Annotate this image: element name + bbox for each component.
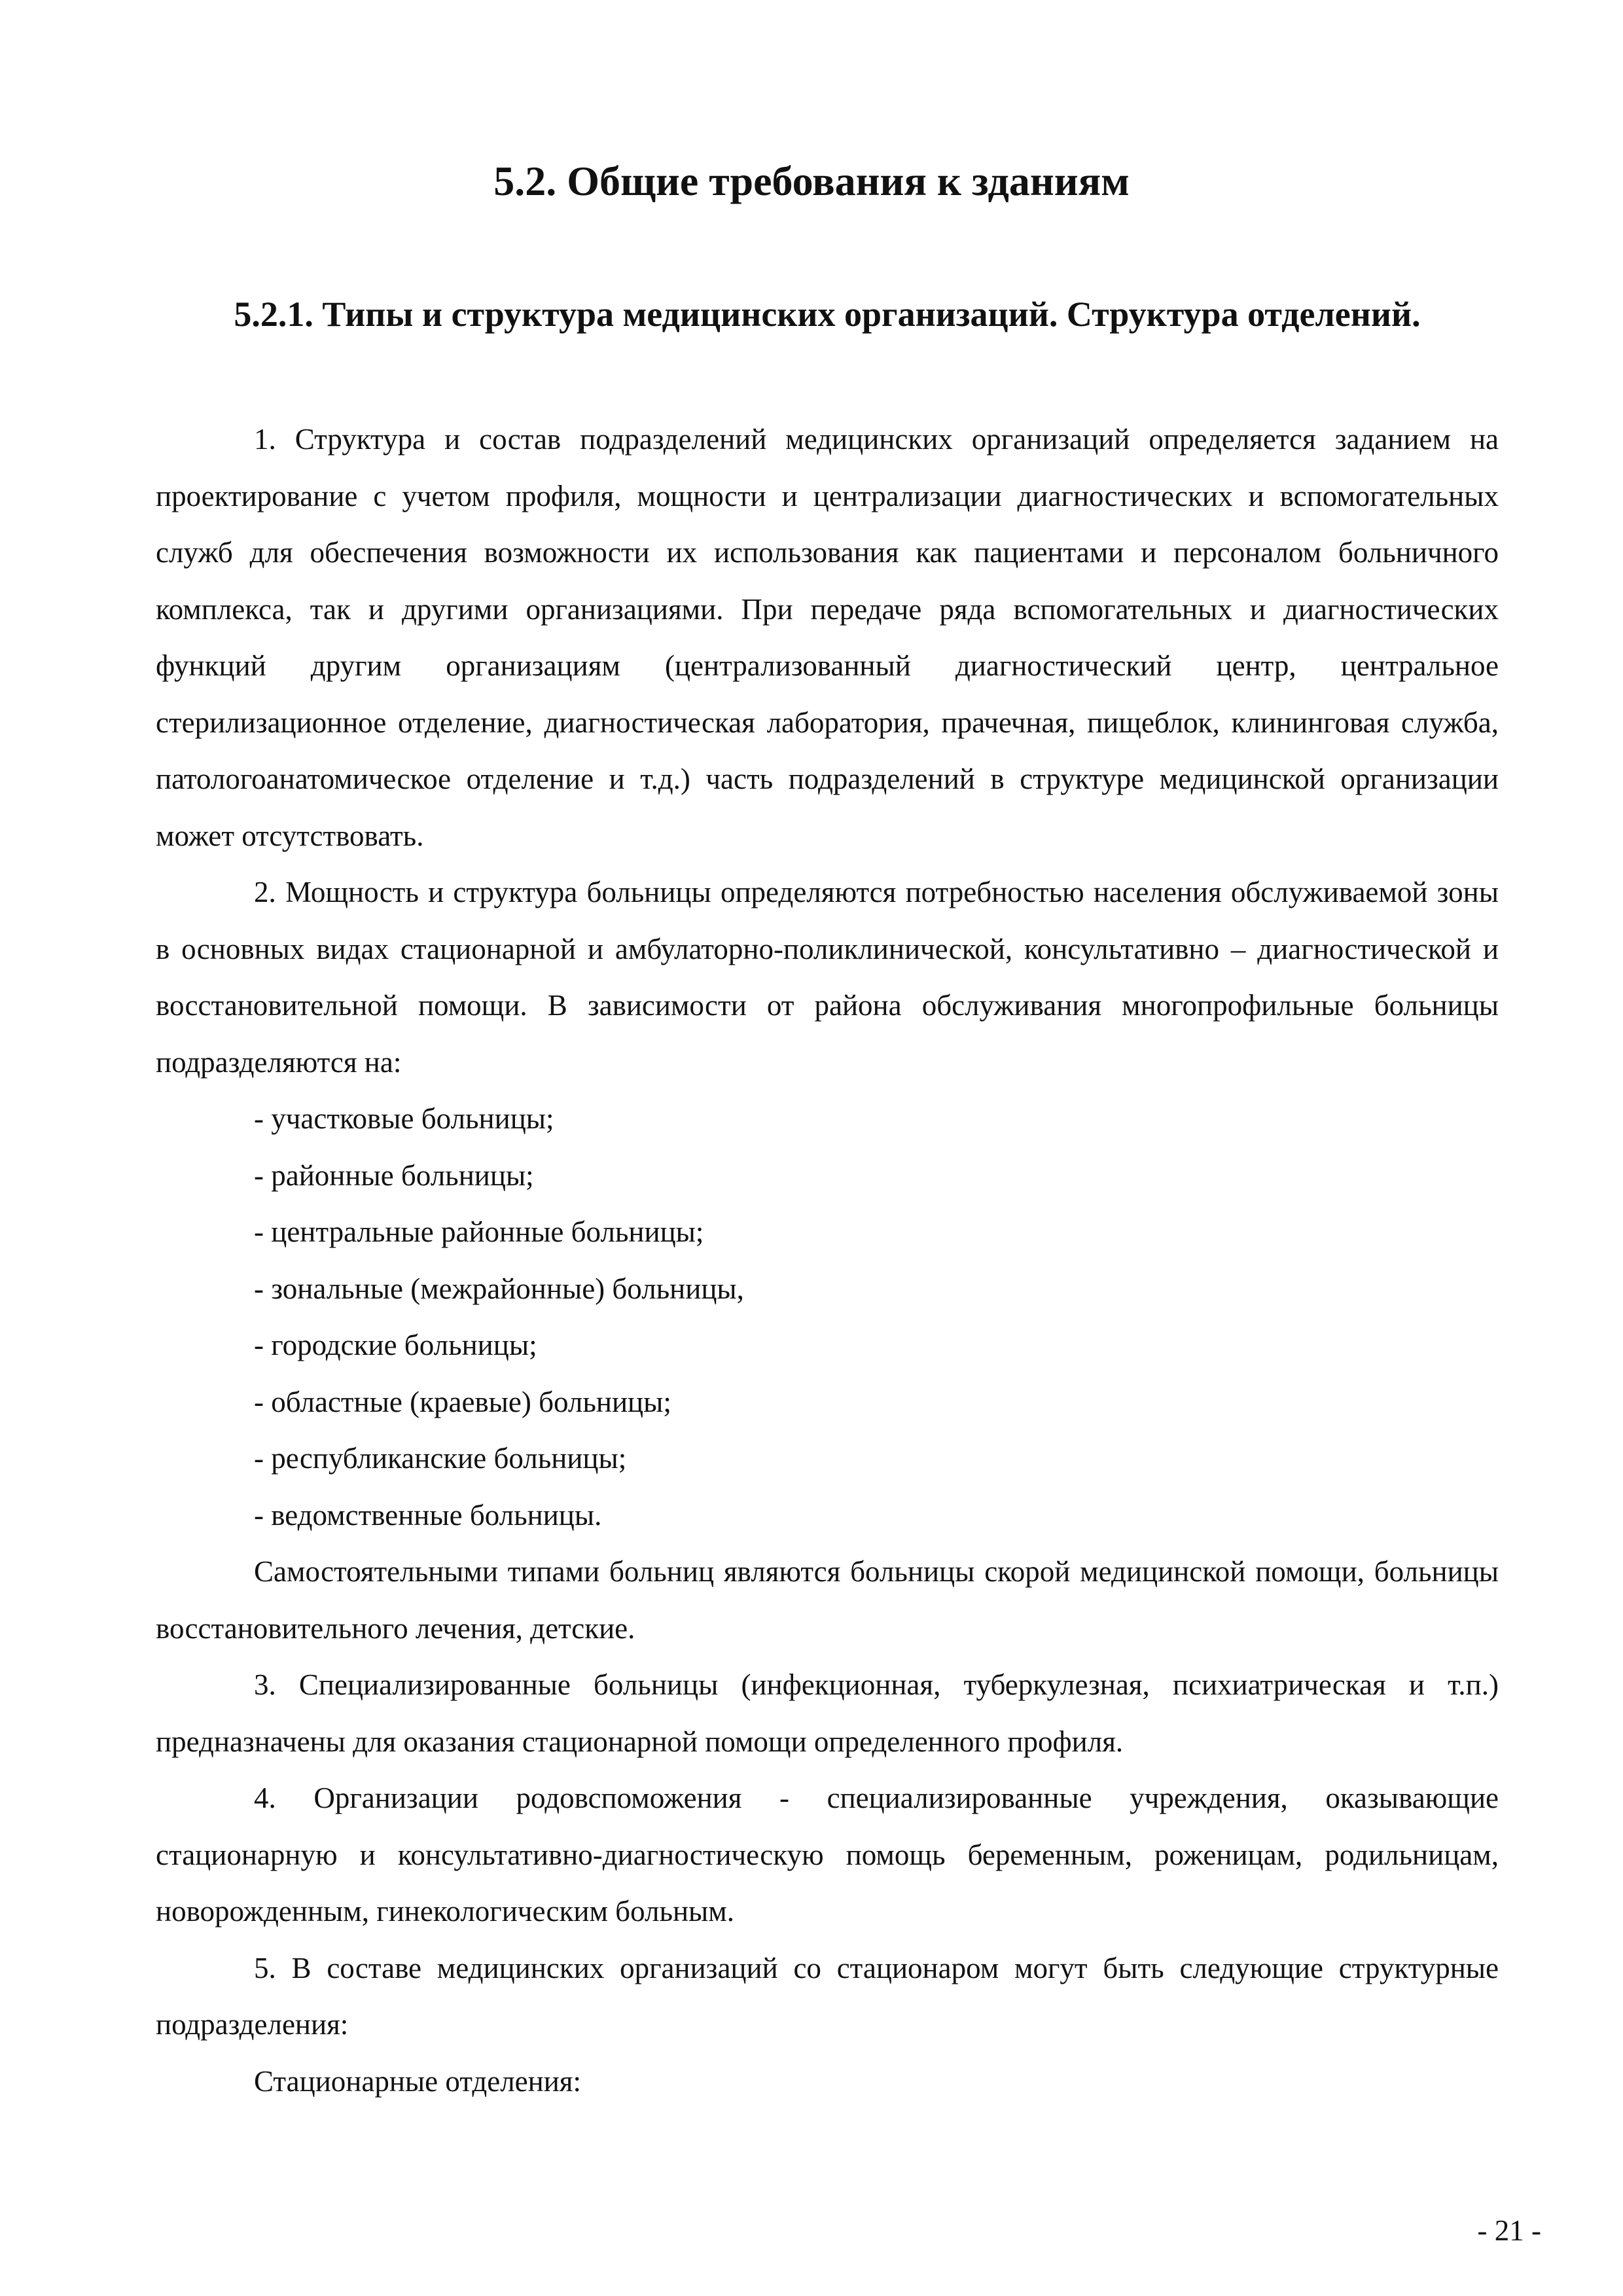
paragraph-3: Самостоятельными типами больниц являются больницы скорой медицинской помощи, больницы восстановительного лечения, детские. (156, 1555, 1499, 1645)
hospital-types-list (156, 1090, 1499, 1543)
paragraph-2: 2. Мощность и структура больницы определяются потребностью населения обслуживаемой зоны в основных видах стационарной и амбулаторно-поликлинической, консультативно – диагностической и восстановительной помощи. В зависимости от района обслуживания многопрофильные больницы подразделяются на: (156, 876, 1499, 1079)
list-item: - республиканские больницы; (254, 1442, 627, 1475)
subsection-title: 5.2.1. Типы и структура медицинских организаций. Структура отделений. (234, 295, 1421, 334)
document-body (156, 411, 1499, 2109)
paragraph-6: 5. В составе медицинских организаций со стационаром могут быть следующие структурные подразделения: (156, 1951, 1499, 2041)
paragraph-7: Стационарные отделения: (254, 2064, 582, 2098)
section-title: 5.2. Общие требования к зданиям (493, 158, 1130, 204)
list-item: - зональные (межрайонные) больницы, (254, 1272, 744, 1305)
list-item: - городские больницы; (254, 1329, 537, 1361)
paragraph-1: 1. Структура и состав подразделений медицинских организаций определяется заданием на проектирование с учетом профиля, мощности и централизации диагностических и вспомогательных служб для обеспечения возможности их использования как пациентами и персоналом больничного комплекса, так и другими организациями. При передаче ряда вспомогательных и диагностических функций другим организациям (централизованный диагностический центр, центральное стерилизационное отделение, диагностическая лаборатория, прачечная, пищеблок, клининговая служба, патологоанатомическое отделение и т.д.) часть подразделений в структуре медицинской организации может отсутствовать. (156, 423, 1499, 852)
list-item: - областные (краевые) больницы; (254, 1385, 671, 1418)
list-item: - ведомственные больницы. (254, 1498, 602, 1532)
list-item: - центральные районные больницы; (254, 1215, 704, 1248)
list-item: - участковые больницы; (254, 1102, 554, 1135)
page-number: - 21 - (1477, 2214, 1541, 2247)
paragraph-5: 4. Организации родовспоможения - специализированные учреждения, оказывающие стационарную и консультативно-диагностическую помощь беременным, роженицам, родильницам, новорожденным, гинекологическим больным. (156, 1782, 1499, 1928)
paragraph-4: 3. Специализированные больницы (инфекционная, туберкулезная, психиатрическая и т.п.) предназначены для оказания стационарной помощи определенного профиля. (156, 1668, 1499, 1758)
list-item: - районные больницы; (254, 1158, 534, 1192)
